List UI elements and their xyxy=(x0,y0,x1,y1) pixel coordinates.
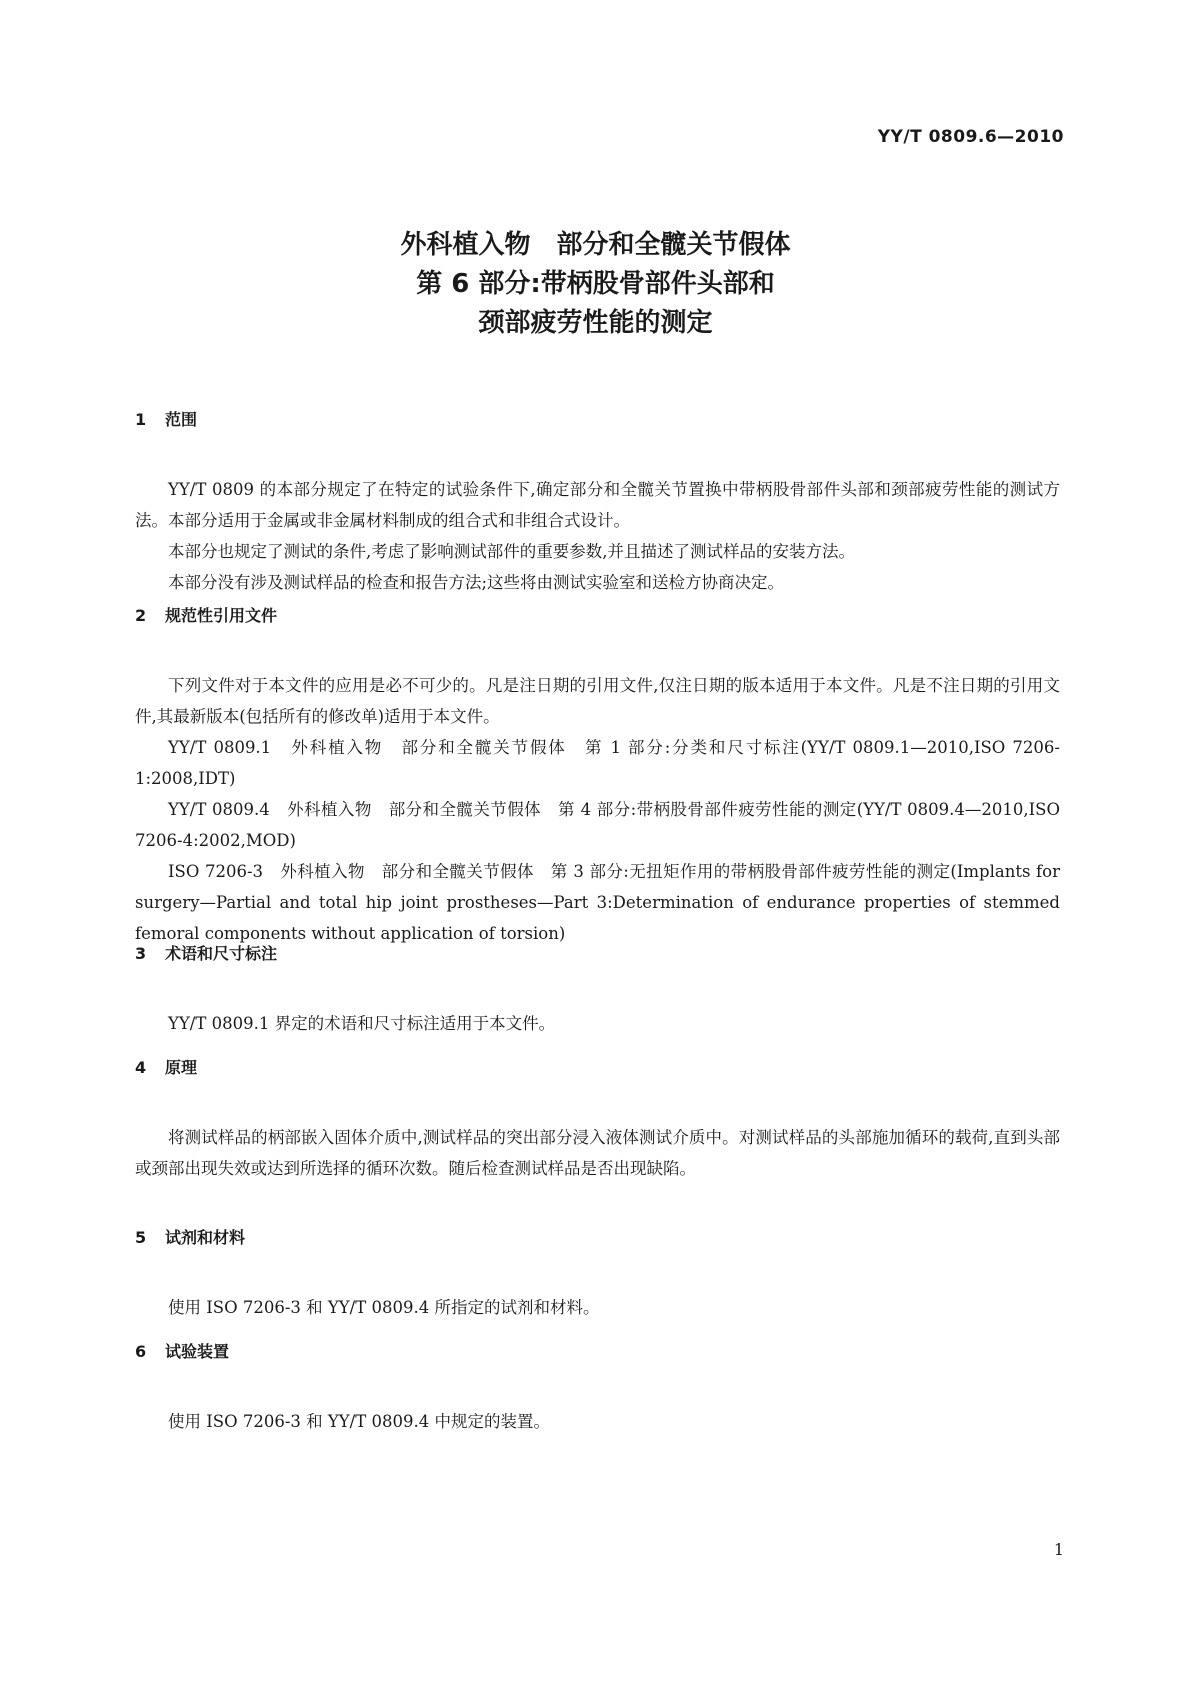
page-number: 1 xyxy=(1053,1540,1064,1559)
paragraph: 下列文件对于本文件的应用是必不可少的。凡是注日期的引用文件,仅注日期的版本适用于本文件。凡是不注日期的引用文件,其最新版本(包括所有的修改单)适用于本文件。 xyxy=(135,676,1060,726)
section-normative-references xyxy=(135,604,1060,949)
paragraph: 本部分也规定了测试的条件,考虑了影响测试部件的重要参数,并且描述了测试样品的安装方法。 xyxy=(168,542,855,561)
section-body xyxy=(135,1292,1060,1323)
section-title: 原理 xyxy=(165,1058,198,1077)
section-title: 规范性引用文件 xyxy=(165,606,278,625)
section-body xyxy=(135,1008,1060,1039)
section-title: 术语和尺寸标注 xyxy=(165,944,278,963)
title-line-3: 颈部疲劳性能的测定 xyxy=(478,308,713,338)
section-terms xyxy=(135,942,1060,1039)
section-heading xyxy=(135,408,1060,432)
paragraph: 本部分没有涉及测试样品的检查和报告方法;这些将由测试实验室和送检方协商决定。 xyxy=(168,573,785,592)
section-body xyxy=(135,1406,1060,1437)
reference-item: YY/T 0809.4 外科植入物 部分和全髋关节假体 第 4 部分:带柄股骨部件疲劳性能的测定(YY/T 0809.4—2010,ISO 7206-4:2002,MOD) xyxy=(135,800,1060,850)
section-title: 范围 xyxy=(165,410,198,429)
paragraph: 将测试样品的柄部嵌入固体介质中,测试样品的突出部分浸入液体测试介质中。对测试样品的头部施加循环的载荷,直到头部或颈部出现失效或达到所选择的循环次数。随后检查测试样品是否出现缺陷。 xyxy=(135,1128,1060,1178)
section-principle xyxy=(135,1056,1060,1184)
title-line-2: 第 6 部分:带柄股骨部件头部和 xyxy=(416,269,775,299)
standard-code: YY/T 0809.6—2010 xyxy=(877,127,1064,147)
section-scope xyxy=(135,408,1060,598)
section-heading xyxy=(135,942,1060,966)
section-body xyxy=(135,670,1060,949)
section-heading xyxy=(135,1340,1060,1364)
section-number: 5 xyxy=(135,1228,147,1247)
section-number: 4 xyxy=(135,1058,147,1077)
section-body xyxy=(135,1122,1060,1184)
section-body xyxy=(135,474,1060,598)
section-title: 试剂和材料 xyxy=(165,1228,246,1247)
paragraph: YY/T 0809.1 界定的术语和尺寸标注适用于本文件。 xyxy=(168,1014,556,1033)
title-line-1: 外科植入物 部分和全髋关节假体 xyxy=(400,230,791,260)
document-title xyxy=(0,226,1191,343)
section-heading xyxy=(135,604,1060,628)
section-heading xyxy=(135,1226,1060,1250)
section-number: 3 xyxy=(135,944,147,963)
reference-item: YY/T 0809.1 外科植入物 部分和全髋关节假体 第 1 部分:分类和尺寸标注(YY/T 0809.1—2010,ISO 7206-1:2008,IDT) xyxy=(135,738,1060,788)
section-number: 6 xyxy=(135,1342,147,1361)
section-reagents xyxy=(135,1226,1060,1323)
reference-item: ISO 7206-3 外科植入物 部分和全髋关节假体 第 3 部分:无扭矩作用的带柄股骨部件疲劳性能的测定(Implants for surgery—Partial and total hip joint prostheses—Part 3:Determination of endurance properties of stemmed femoral components without application of torsion) xyxy=(135,862,1060,943)
section-number: 1 xyxy=(135,410,147,429)
paragraph: 使用 ISO 7206-3 和 YY/T 0809.4 所指定的试剂和材料。 xyxy=(168,1298,600,1317)
section-apparatus xyxy=(135,1340,1060,1437)
paragraph: YY/T 0809 的本部分规定了在特定的试验条件下,确定部分和全髋关节置换中带柄股骨部件头部和颈部疲劳性能的测试方法。本部分适用于金属或非金属材料制成的组合式和非组合式设计。 xyxy=(135,480,1060,530)
paragraph: 使用 ISO 7206-3 和 YY/T 0809.4 中规定的装置。 xyxy=(168,1412,550,1431)
section-title: 试验装置 xyxy=(165,1342,230,1361)
section-number: 2 xyxy=(135,606,147,625)
section-heading xyxy=(135,1056,1060,1080)
